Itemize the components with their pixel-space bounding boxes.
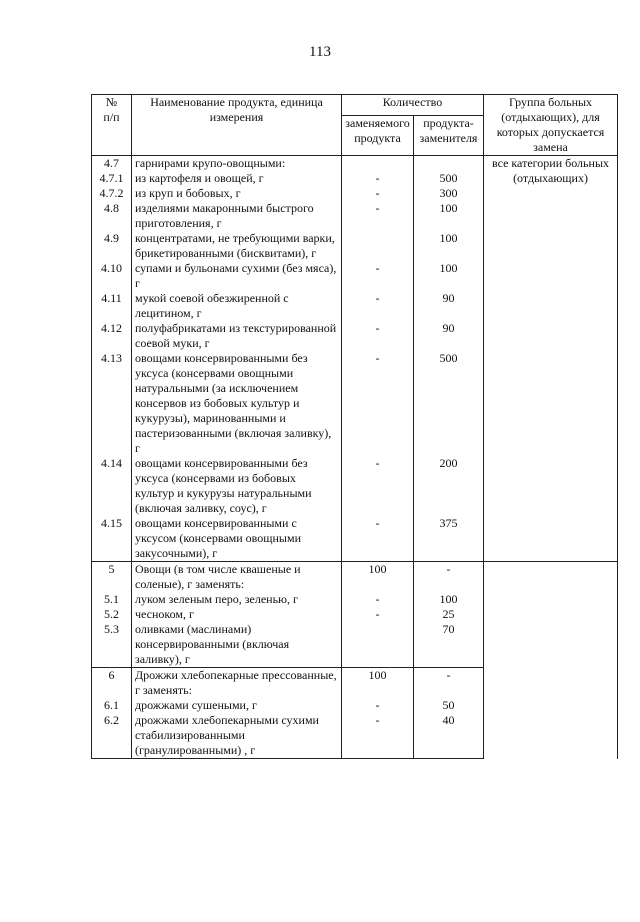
row-num: 4.10 <box>92 261 132 291</box>
row-replacing: - <box>414 562 484 593</box>
row-name: дрожжами сушеными, г <box>132 698 342 713</box>
page-number: 113 <box>309 44 331 60</box>
row-replaced: - <box>342 698 414 713</box>
row-replacing: 25 <box>414 607 484 622</box>
row-replaced: - <box>342 186 414 201</box>
row-name: луком зеленым перо, зеленью, г <box>132 592 342 607</box>
row-replaced: - <box>342 516 414 562</box>
row-num: 4.8 <box>92 201 132 231</box>
header-replaced: заменяемого продукта <box>342 115 414 155</box>
row-replaced: - <box>342 261 414 291</box>
row-name: оливками (маслинами) консервированными (включая заливку), г <box>132 622 342 668</box>
row-num: 4.7.2 <box>92 186 132 201</box>
row-name: изделиями макаронными быстрого приготовления, г <box>132 201 342 231</box>
row-replacing: 90 <box>414 321 484 351</box>
row-num: 4.14 <box>92 456 132 516</box>
row-replacing: 50 <box>414 698 484 713</box>
row-replacing: 500 <box>414 171 484 186</box>
row-num: 5.2 <box>92 607 132 622</box>
row-name: супами и бульонами сухими (без мяса), г <box>132 261 342 291</box>
row-name: гарнирами крупо-овощными: <box>132 156 342 172</box>
header-replacing: продукта-заменителя <box>414 115 484 155</box>
row-num: 5.3 <box>92 622 132 668</box>
header-name: Наименование продукта, единица измерения <box>132 95 342 156</box>
row-replaced: - <box>342 291 414 321</box>
row-replacing: - <box>414 668 484 699</box>
row-replaced <box>342 622 414 668</box>
row-num: 5 <box>92 562 132 593</box>
header-num: № п/п <box>92 95 132 156</box>
row-num: 4.7 <box>92 156 132 172</box>
row-num: 4.12 <box>92 321 132 351</box>
row-name: Овощи (в том числе квашеные и соленые), г заменять: <box>132 562 342 593</box>
row-num: 6.1 <box>92 698 132 713</box>
row-replaced: - <box>342 592 414 607</box>
row-replacing: 500 <box>414 351 484 456</box>
row-num: 6.2 <box>92 713 132 759</box>
row-name: овощами консервированными без уксуса (консервами овощными натуральными (за исключением консервов из бобовых культур и кукурузы), маринованными и пастеризованными (включая заливку), г <box>132 351 342 456</box>
row-replaced: - <box>342 171 414 186</box>
row-replaced: - <box>342 456 414 516</box>
row-replaced <box>342 231 414 261</box>
row-replaced: - <box>342 607 414 622</box>
row-num: 4.13 <box>92 351 132 456</box>
row-replacing <box>414 156 484 172</box>
row-name: полуфабрикатами из текстурированной соевой муки, г <box>132 321 342 351</box>
row-replacing: 70 <box>414 622 484 668</box>
row-replacing: 100 <box>414 231 484 261</box>
row-name: из картофеля и овощей, г <box>132 171 342 186</box>
row-replaced: 100 <box>342 668 414 699</box>
row-replacing: 40 <box>414 713 484 759</box>
row-replacing: 100 <box>414 201 484 231</box>
row-num: 4.15 <box>92 516 132 562</box>
row-num: 5.1 <box>92 592 132 607</box>
substitution-table <box>91 94 618 759</box>
row-name: мукой соевой обезжиренной с лецитином, г <box>132 291 342 321</box>
row-replacing: 90 <box>414 291 484 321</box>
row-name: Дрожжи хлебопекарные прессованные, г заменять: <box>132 668 342 699</box>
row-replaced: - <box>342 321 414 351</box>
row-replacing: 100 <box>414 261 484 291</box>
group-cell: все категории больных (отдыхающих) <box>484 156 618 562</box>
row-replaced: 100 <box>342 562 414 593</box>
row-num: 4.7.1 <box>92 171 132 186</box>
row-replacing: 300 <box>414 186 484 201</box>
row-num: 4.9 <box>92 231 132 261</box>
row-name: из круп и бобовых, г <box>132 186 342 201</box>
row-replaced: - <box>342 201 414 231</box>
row-replaced: - <box>342 713 414 759</box>
row-name: дрожжами хлебопекарными сухими стабилизированными (гранулированными) , г <box>132 713 342 759</box>
row-replacing: 200 <box>414 456 484 516</box>
row-replacing: 375 <box>414 516 484 562</box>
row-replaced: - <box>342 351 414 456</box>
header-group: Группа больных (отдыхающих), для которых допускается замена <box>484 95 618 156</box>
row-num: 4.11 <box>92 291 132 321</box>
row-name: овощами консервированными без уксуса (консервами из бобовых культур и кукурузы натуральными (включая заливку, соус), г <box>132 456 342 516</box>
row-name: чесноком, г <box>132 607 342 622</box>
table-row <box>92 156 618 172</box>
row-num: 6 <box>92 668 132 699</box>
row-replacing: 100 <box>414 592 484 607</box>
row-name: овощами консервированными с уксусом (консервами овощными закусочными), г <box>132 516 342 562</box>
table-row <box>92 562 618 593</box>
header-qty: Количество <box>342 95 484 116</box>
row-replaced <box>342 156 414 172</box>
group-cell-empty <box>484 562 618 759</box>
row-name: концентратами, не требующими варки, брикетированными (бисквитами), г <box>132 231 342 261</box>
